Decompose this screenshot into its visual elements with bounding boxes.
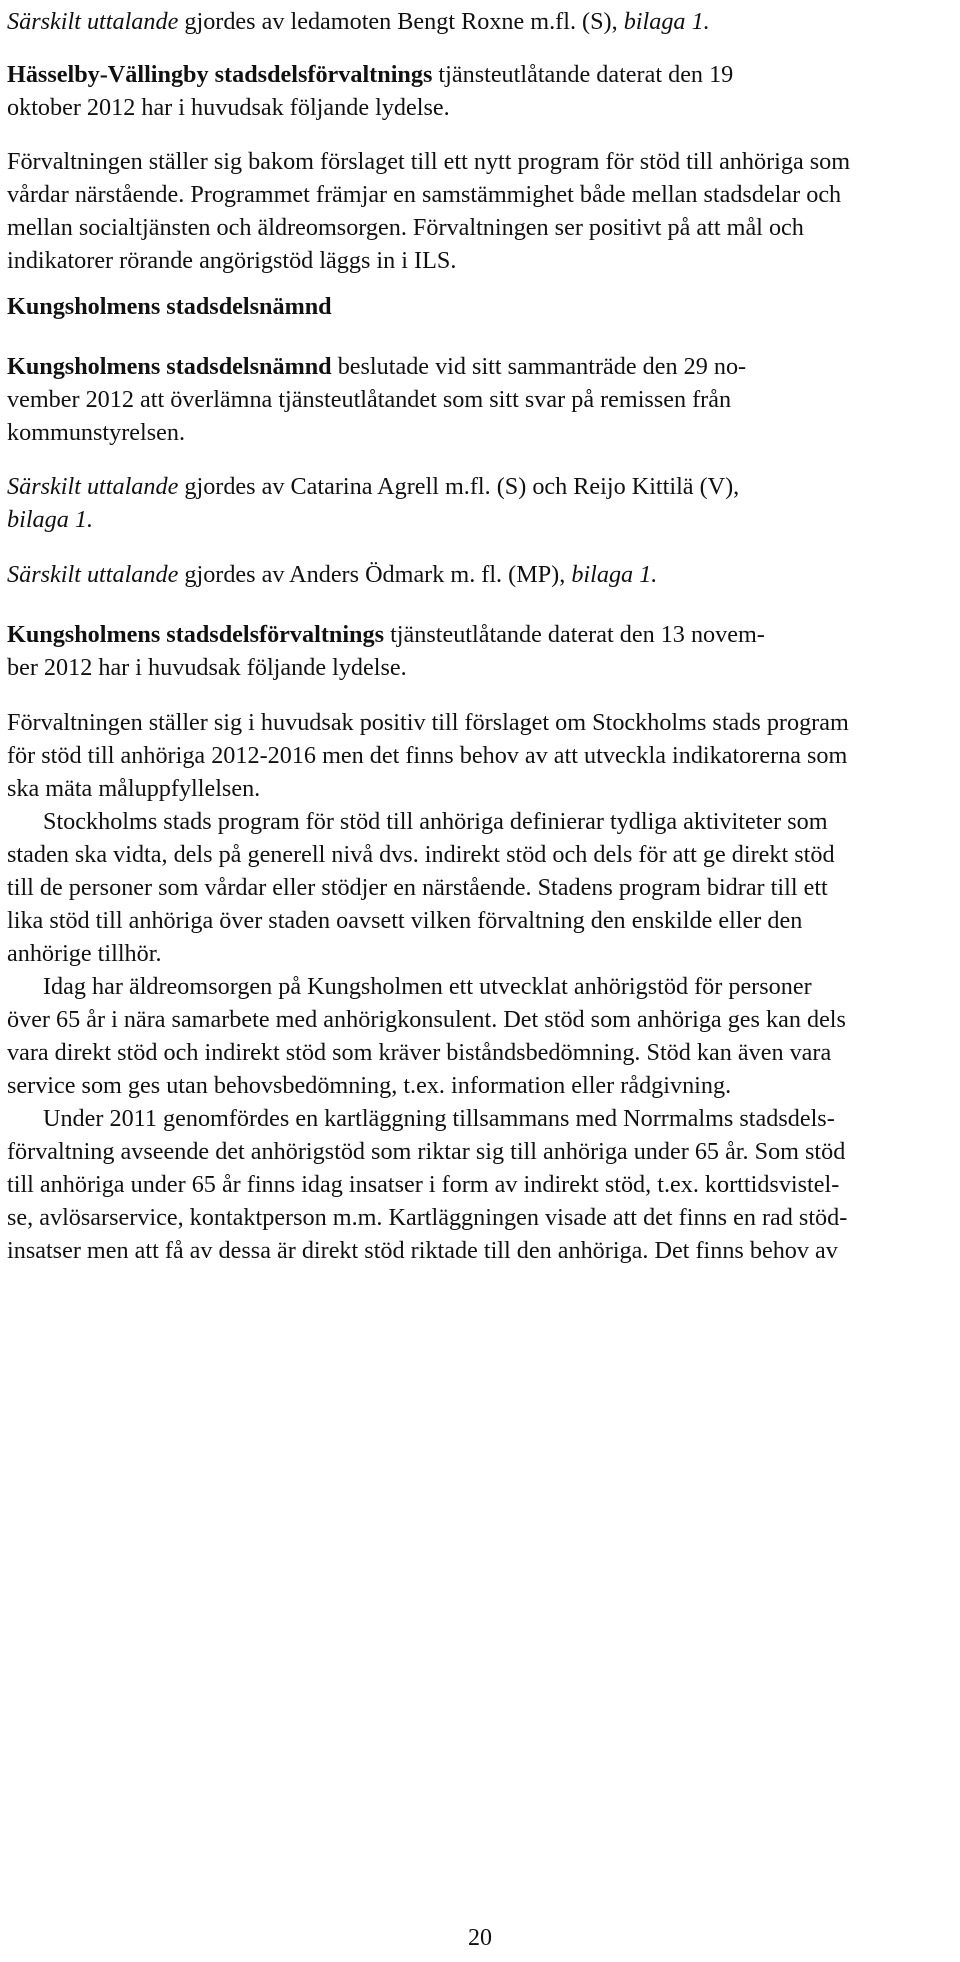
text-line: vårdar närstående. Programmet främjar en samstämmighet både mellan stadsdelar och (7, 181, 842, 208)
text-line: Kungsholmens stadsdelsnämnd beslutade vid sitt sammanträde den 29 no- (7, 353, 747, 380)
paragraph-kungsholmen-intro (7, 618, 937, 684)
paragraph-roxne-statement (7, 5, 937, 38)
text-line: Stockholms stads program för stöd till anhöriga definierar tydliga aktiviteter som (43, 808, 828, 835)
appendix-reference: bilaga 1. (7, 506, 94, 533)
italic-label: Särskilt uttalande (7, 8, 179, 35)
text-line: över 65 år i nära samarbete med anhörigkonsulent. Det stöd som anhöriga ges kan dels (7, 1006, 846, 1033)
text-line: ska mäta måluppfyllelsen. (7, 775, 261, 802)
text-line: anhörige tillhör. (7, 940, 162, 967)
bold-term: Hässelby-Vällingby stadsdelsförvaltnings (7, 61, 433, 88)
text-line: Särskilt uttalande gjordes av Anders Ödmark m. fl. (MP), bilaga 1. (7, 561, 658, 588)
text-line: Förvaltningen ställer sig i huvudsak positiv till förslaget om Stockholms stads program (7, 709, 849, 736)
text-line: lika stöd till anhöriga över staden oavsett vilken förvaltning den enskilde eller den (7, 907, 803, 934)
text-line: till anhöriga under 65 år finns idag insatser i form av indirekt stöd, t.ex. korttidsvistel- (7, 1171, 840, 1198)
text-line: Särskilt uttalande gjordes av Catarina Agrell m.fl. (S) och Reijo Kittilä (V), (7, 473, 740, 500)
text-line: Särskilt uttalande gjordes av ledamoten Bengt Roxne m.fl. (S), bilaga 1. (7, 8, 710, 35)
paragraph-agrell-statement (7, 470, 937, 536)
section-heading: Kungsholmens stadsdelsnämnd (7, 293, 332, 320)
text-line: förvaltning avseende det anhörigstöd som riktar sig till anhöriga under 65 år. Som stöd (7, 1138, 846, 1165)
text-line: indikatorer rörande angörigstöd läggs in i ILS. (7, 247, 457, 274)
text-line: ber 2012 har i huvudsak följande lydelse. (7, 654, 407, 681)
text-line: Idag har äldreomsorgen på Kungsholmen ett utvecklat anhörigstöd för personer (43, 973, 812, 1000)
text-line: staden ska vidta, dels på generell nivå dvs. indirekt stöd och dels för att ge direkt stöd (7, 841, 835, 868)
text-line: service som ges utan behovsbedömning, t.ex. information eller rådgivning. (7, 1072, 732, 1099)
italic-label: Särskilt uttalande (7, 473, 179, 500)
paragraph-hasselby-opinion (7, 145, 937, 277)
text-line: insatser men att få av dessa är direkt stöd riktade till den anhöriga. Det finns behov av (7, 1237, 838, 1264)
page-number: 20 (468, 1925, 492, 1951)
text-line: vember 2012 att överlämna tjänsteutlåtandet som sitt svar på remissen från (7, 386, 732, 413)
paragraph-kungsholmen-opinion (7, 706, 937, 1267)
paragraph-hasselby-intro (7, 58, 937, 124)
appendix-reference: bilaga 1. (623, 8, 710, 35)
italic-label: Särskilt uttalande (7, 561, 179, 588)
paragraph-odmark-statement (7, 558, 937, 591)
text-line: Förvaltningen ställer sig bakom förslaget till ett nytt program för stöd till anhöriga som (7, 148, 851, 175)
paragraph-kungsholmen-decision (7, 350, 937, 449)
text-line: Hässelby-Vällingby stadsdelsförvaltnings tjänsteutlåtande daterat den 19 (7, 61, 734, 88)
appendix-reference: bilaga 1. (571, 561, 658, 588)
text-line: se, avlösarservice, kontaktperson m.m. Kartläggningen visade att det finns en rad stöd- (7, 1204, 848, 1231)
text-line: kommunstyrelsen. (7, 419, 186, 446)
text-line: vara direkt stöd och indirekt stöd som kräver biståndsbedömning. Stöd kan även vara (7, 1039, 832, 1066)
text-line: för stöd till anhöriga 2012-2016 men det finns behov av att utveckla indikatorerna som (7, 742, 848, 769)
bold-term: Kungsholmens stadsdelsförvaltnings (7, 621, 385, 648)
text-line: till de personer som vårdar eller stödjer en närstående. Stadens program bidrar till ett (7, 874, 828, 901)
text-line: Under 2011 genomfördes en kartläggning tillsammans med Norrmalms stadsdels- (43, 1105, 835, 1132)
text-line: oktober 2012 har i huvudsak följande lydelse. (7, 94, 450, 121)
bold-term: Kungsholmens stadsdelsnämnd (7, 353, 332, 380)
text-line: mellan socialtjänsten och äldreomsorgen. Förvaltningen ser positivt på att mål och (7, 214, 804, 241)
text-line: Kungsholmens stadsdelsförvaltnings tjänsteutlåtande daterat den 13 novem- (7, 621, 765, 648)
